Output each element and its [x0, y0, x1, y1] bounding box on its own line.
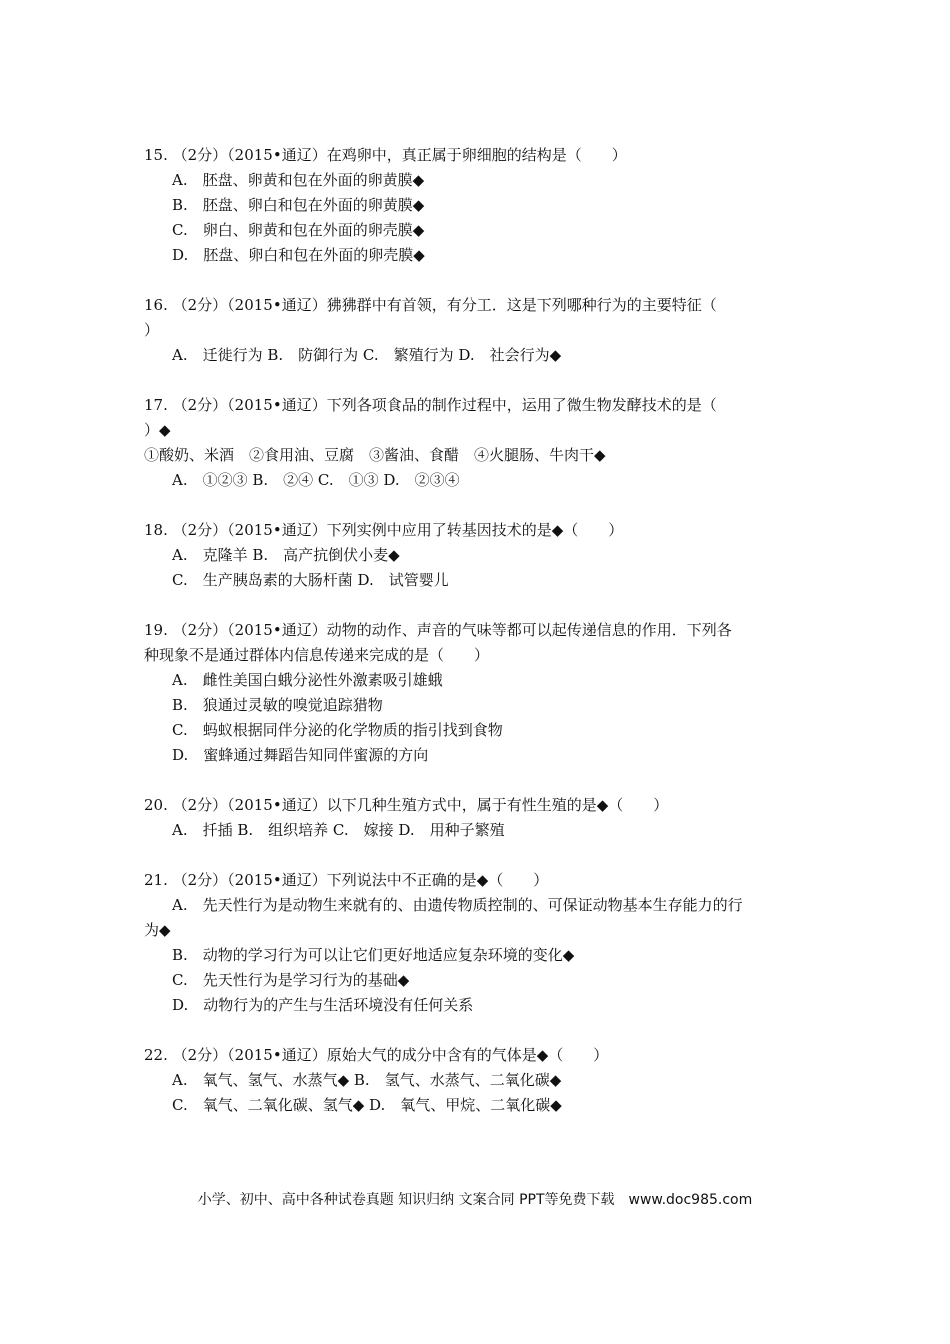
question-19	[144, 618, 814, 768]
question-stem: 22. （2分）（2015•通辽）原始大气的成分中含有的气体是◆（ ）	[144, 1046, 609, 1064]
options-row-ab: A. 克隆羊 B. 高产抗倒伏小麦◆	[172, 546, 400, 564]
question-items: ①酸奶、米酒 ②食用油、豆腐 ③酱油、食醋 ④火腿肠、牛肉干◆	[144, 446, 606, 464]
question-stem: 19. （2分）（2015•通辽）动物的动作、声音的气味等都可以起传递信息的作用．下列各	[144, 621, 732, 639]
question-stem-continuation: 种现象不是通过群体内信息传递来完成的是（ ）	[144, 646, 490, 664]
question-stem: 15. （2分）（2015•通辽）在鸡卵中，真正属于卵细胞的结构是（ ）	[144, 146, 627, 164]
options-row: A. 扦插 B. 组织培养 C. 嫁接 D. 用种子繁殖	[172, 821, 505, 839]
options-row: A. 迁徙行为 B. 防御行为 C. 繁殖行为 D. 社会行为◆	[172, 346, 562, 364]
question-stem: 16. （2分）（2015•通辽）狒狒群中有首领，有分工．这是下列哪种行为的主要特征（	[144, 296, 717, 314]
question-15	[144, 143, 814, 268]
option-b: B. 动物的学习行为可以让它们更好地适应复杂环境的变化◆	[172, 946, 575, 964]
option-d: D. 蜜蜂通过舞蹈告知同伴蜜源的方向	[172, 746, 429, 764]
question-22	[144, 1043, 814, 1118]
question-stem: 20. （2分）（2015•通辽）以下几种生殖方式中，属于有性生殖的是◆（ ）	[144, 796, 669, 814]
question-stem: 18. （2分）（2015•通辽）下列实例中应用了转基因技术的是◆（ ）	[144, 521, 624, 539]
option-a-continuation: 为◆	[144, 921, 171, 939]
question-17	[144, 393, 814, 493]
option-c: C. 卵白、卵黄和包在外面的卵壳膜◆	[172, 221, 425, 239]
question-20	[144, 793, 814, 843]
option-d: D. 胚盘、卵白和包在外面的卵壳膜◆	[172, 246, 425, 264]
option-d: D. 动物行为的产生与生活环境没有任何关系	[172, 996, 474, 1014]
options-row-ab: A. 氧气、氢气、水蒸气◆ B. 氢气、水蒸气、二氧化碳◆	[172, 1071, 562, 1089]
question-16	[144, 293, 814, 368]
question-stem: 17. （2分）（2015•通辽）下列各项食品的制作过程中，运用了微生物发酵技术的是（	[144, 396, 717, 414]
option-b: B. 胚盘、卵白和包在外面的卵黄膜◆	[172, 196, 425, 214]
options-row-cd: C. 氧气、二氧化碳、氢气◆ D. 氧气、甲烷、二氧化碳◆	[172, 1096, 562, 1114]
option-c: C. 先天性行为是学习行为的基础◆	[172, 971, 410, 989]
options-row: A. ①②③ B. ②④ C. ①③ D. ②③④	[172, 471, 460, 489]
option-b: B. 狼通过灵敏的嗅觉追踪猎物	[172, 696, 383, 714]
question-stem-continuation: ）◆	[144, 421, 171, 439]
option-a: A. 先天性行为是动物生来就有的、由遗传物质控制的、可保证动物基本生存能力的行	[172, 896, 743, 914]
question-stem-continuation: ）	[144, 321, 160, 339]
page-footer: 小学、初中、高中各种试卷真题 知识归纳 文案合同 PPT等免费下载 www.doc985.com	[197, 1192, 753, 1208]
option-a: A. 雌性美国白蛾分泌性外激素吸引雄蛾	[172, 671, 443, 689]
question-stem: 21. （2分）（2015•通辽）下列说法中不正确的是◆（ ）	[144, 871, 549, 889]
options-row-cd: C. 生产胰岛素的大肠杆菌 D. 试管婴儿	[172, 571, 449, 589]
option-c: C. 蚂蚁根据同伴分泌的化学物质的指引找到食物	[172, 721, 503, 739]
option-a: A. 胚盘、卵黄和包在外面的卵黄膜◆	[172, 171, 425, 189]
question-18	[144, 518, 814, 593]
question-list	[144, 143, 814, 1143]
question-21	[144, 868, 814, 1018]
